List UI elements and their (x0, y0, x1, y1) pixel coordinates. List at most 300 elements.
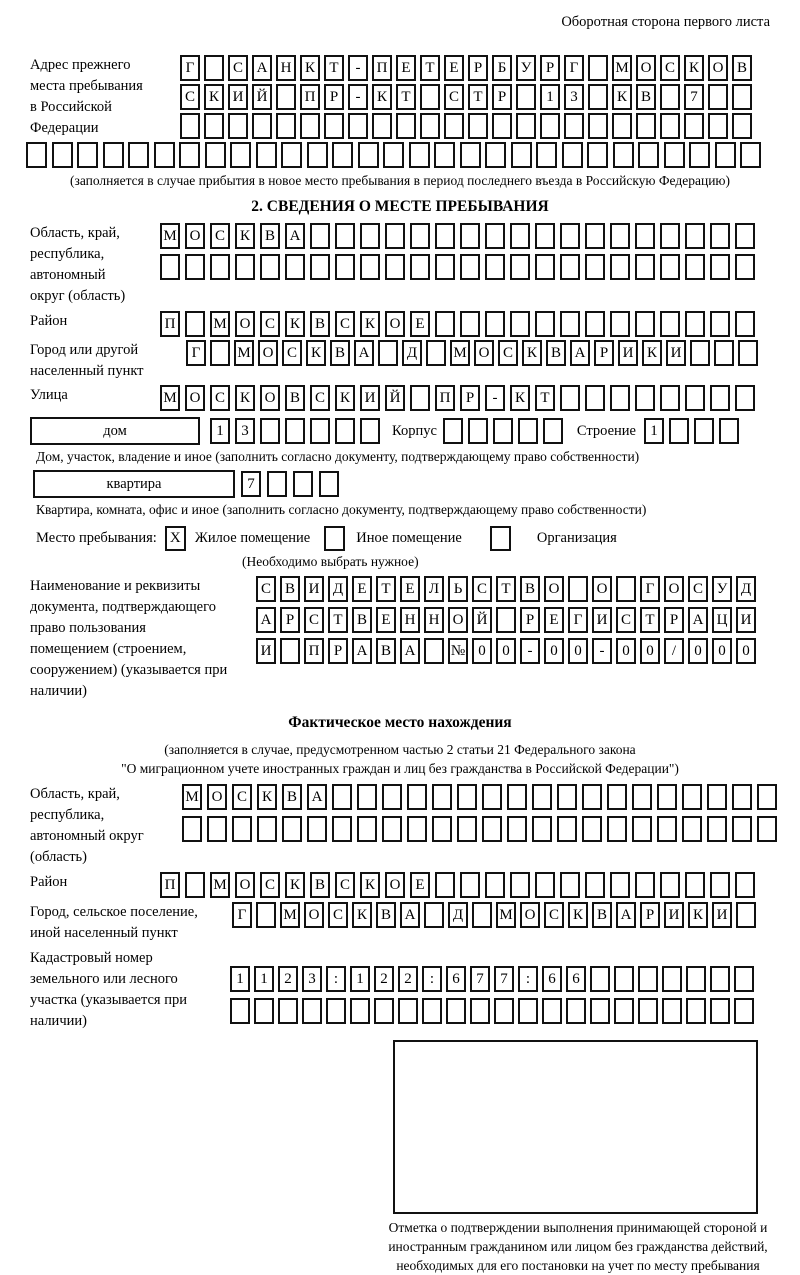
char-box[interactable]: М (210, 872, 230, 898)
char-box[interactable]: Л (424, 576, 444, 602)
char-box[interactable] (285, 254, 305, 280)
char-box[interactable]: 0 (736, 638, 756, 664)
char-box[interactable]: Р (492, 84, 512, 110)
char-box[interactable]: К (372, 84, 392, 110)
char-box[interactable]: К (568, 902, 588, 928)
char-box[interactable]: Т (396, 84, 416, 110)
char-box[interactable] (460, 872, 480, 898)
char-box[interactable]: Р (328, 638, 348, 664)
char-box[interactable]: Е (410, 311, 430, 337)
char-box[interactable] (610, 254, 630, 280)
char-box[interactable] (230, 142, 251, 168)
char-box[interactable] (460, 311, 480, 337)
char-box[interactable]: 1 (540, 84, 560, 110)
char-box[interactable] (256, 902, 276, 928)
char-box[interactable] (685, 254, 705, 280)
char-box[interactable]: Г (232, 902, 252, 928)
char-box[interactable]: О (385, 311, 405, 337)
char-box[interactable] (310, 254, 330, 280)
char-box[interactable] (732, 84, 752, 110)
char-box[interactable]: 6 (566, 966, 586, 992)
char-box[interactable] (472, 902, 492, 928)
char-box[interactable]: С (282, 340, 302, 366)
char-box[interactable]: У (516, 55, 536, 81)
char-box[interactable] (267, 471, 287, 497)
char-box[interactable] (470, 998, 490, 1024)
char-box[interactable]: И (360, 385, 380, 411)
char-box[interactable]: 7 (684, 84, 704, 110)
char-box[interactable] (657, 816, 677, 842)
apartment-empty-row[interactable] (267, 471, 339, 497)
char-box[interactable] (324, 113, 344, 139)
char-box[interactable] (507, 784, 527, 810)
prev-address-row-1[interactable] (180, 55, 752, 81)
char-box[interactable] (457, 816, 477, 842)
char-box[interactable] (276, 84, 296, 110)
char-box[interactable]: Р (460, 385, 480, 411)
char-box[interactable] (510, 311, 530, 337)
char-box[interactable]: С (335, 872, 355, 898)
char-box[interactable]: Г (640, 576, 660, 602)
char-box[interactable] (660, 311, 680, 337)
char-box[interactable] (204, 113, 224, 139)
char-box[interactable]: Р (468, 55, 488, 81)
char-box[interactable] (207, 816, 227, 842)
char-box[interactable] (443, 418, 463, 444)
char-box[interactable] (385, 223, 405, 249)
char-box[interactable]: / (664, 638, 684, 664)
char-box[interactable]: И (736, 607, 756, 633)
char-box[interactable] (707, 784, 727, 810)
char-box[interactable]: С (688, 576, 708, 602)
char-box[interactable] (460, 142, 481, 168)
char-box[interactable] (432, 816, 452, 842)
char-box[interactable] (715, 142, 736, 168)
district-row[interactable] (160, 311, 755, 337)
char-box[interactable] (482, 784, 502, 810)
char-box[interactable] (638, 998, 658, 1024)
char-box[interactable] (738, 340, 758, 366)
char-box[interactable] (710, 966, 730, 992)
char-box[interactable] (635, 223, 655, 249)
char-box[interactable] (732, 784, 752, 810)
char-box[interactable]: К (360, 872, 380, 898)
actual-region-row-1[interactable] (182, 784, 777, 810)
char-box[interactable]: Н (276, 55, 296, 81)
char-box[interactable]: А (400, 638, 420, 664)
char-box[interactable] (492, 113, 512, 139)
char-box[interactable]: Й (252, 84, 272, 110)
char-box[interactable] (444, 113, 464, 139)
char-box[interactable] (407, 784, 427, 810)
char-box[interactable] (560, 223, 580, 249)
char-box[interactable] (532, 784, 552, 810)
char-box[interactable] (557, 816, 577, 842)
char-box[interactable] (302, 998, 322, 1024)
char-box[interactable]: М (612, 55, 632, 81)
char-box[interactable]: О (664, 576, 684, 602)
prev-address-row-3[interactable] (180, 113, 752, 139)
char-box[interactable] (332, 142, 353, 168)
char-box[interactable] (485, 142, 506, 168)
char-box[interactable]: К (300, 55, 320, 81)
char-box[interactable] (420, 84, 440, 110)
char-box[interactable] (422, 998, 442, 1024)
char-box[interactable] (635, 385, 655, 411)
char-box[interactable]: О (235, 872, 255, 898)
char-box[interactable]: С (498, 340, 518, 366)
char-box[interactable]: П (435, 385, 455, 411)
char-box[interactable] (732, 816, 752, 842)
char-box[interactable]: 6 (542, 966, 562, 992)
char-box[interactable]: И (664, 902, 684, 928)
char-box[interactable] (103, 142, 124, 168)
char-box[interactable] (374, 998, 394, 1024)
char-box[interactable] (494, 998, 514, 1024)
char-box[interactable]: С (472, 576, 492, 602)
char-box[interactable] (232, 816, 252, 842)
char-box[interactable]: 1 (644, 418, 664, 444)
char-box[interactable]: А (570, 340, 590, 366)
house-number-row[interactable] (210, 418, 380, 444)
char-box[interactable]: П (300, 84, 320, 110)
char-box[interactable]: 0 (472, 638, 492, 664)
char-box[interactable] (254, 998, 274, 1024)
char-box[interactable]: М (160, 385, 180, 411)
char-box[interactable]: К (285, 311, 305, 337)
char-box[interactable] (635, 872, 655, 898)
char-box[interactable]: В (310, 872, 330, 898)
char-box[interactable]: : (326, 966, 346, 992)
char-box[interactable]: Д (448, 902, 468, 928)
char-box[interactable]: Т (535, 385, 555, 411)
char-box[interactable] (485, 872, 505, 898)
region-row-2[interactable] (160, 254, 755, 280)
char-box[interactable] (407, 816, 427, 842)
char-box[interactable]: К (522, 340, 542, 366)
other-premises-checkbox[interactable] (324, 526, 345, 551)
char-box[interactable]: 0 (640, 638, 660, 664)
char-box[interactable] (424, 902, 444, 928)
char-box[interactable]: Е (352, 576, 372, 602)
char-box[interactable]: К (688, 902, 708, 928)
char-box[interactable]: 1 (254, 966, 274, 992)
char-box[interactable]: А (285, 223, 305, 249)
char-box[interactable]: - (520, 638, 540, 664)
street-row[interactable] (160, 385, 755, 411)
char-box[interactable] (607, 784, 627, 810)
document-row-2[interactable] (256, 607, 756, 633)
char-box[interactable] (382, 784, 402, 810)
char-box[interactable]: В (280, 576, 300, 602)
char-box[interactable] (707, 816, 727, 842)
char-box[interactable] (610, 223, 630, 249)
char-box[interactable]: О (592, 576, 612, 602)
char-box[interactable] (635, 311, 655, 337)
char-box[interactable]: С (228, 55, 248, 81)
char-box[interactable] (582, 816, 602, 842)
char-box[interactable]: В (546, 340, 566, 366)
actual-region-row-2[interactable] (182, 816, 777, 842)
char-box[interactable] (616, 576, 636, 602)
char-box[interactable]: П (160, 311, 180, 337)
char-box[interactable] (457, 784, 477, 810)
char-box[interactable] (568, 576, 588, 602)
char-box[interactable]: Е (444, 55, 464, 81)
char-box[interactable] (660, 385, 680, 411)
char-box[interactable]: Т (328, 607, 348, 633)
char-box[interactable] (610, 872, 630, 898)
char-box[interactable] (632, 784, 652, 810)
char-box[interactable] (432, 784, 452, 810)
char-box[interactable] (689, 142, 710, 168)
char-box[interactable]: У (712, 576, 732, 602)
char-box[interactable]: - (592, 638, 612, 664)
char-box[interactable] (536, 142, 557, 168)
char-box[interactable] (535, 311, 555, 337)
char-box[interactable]: С (232, 784, 252, 810)
char-box[interactable]: В (592, 902, 612, 928)
char-box[interactable]: П (160, 872, 180, 898)
char-box[interactable] (185, 872, 205, 898)
char-box[interactable] (154, 142, 175, 168)
char-box[interactable] (638, 142, 659, 168)
char-box[interactable] (510, 254, 530, 280)
char-box[interactable] (326, 998, 346, 1024)
char-box[interactable] (128, 142, 149, 168)
char-box[interactable]: Ь (448, 576, 468, 602)
char-box[interactable] (638, 966, 658, 992)
char-box[interactable]: 1 (230, 966, 250, 992)
char-box[interactable] (460, 254, 480, 280)
char-box[interactable] (735, 385, 755, 411)
char-box[interactable] (660, 113, 680, 139)
char-box[interactable] (660, 84, 680, 110)
char-box[interactable] (710, 311, 730, 337)
char-box[interactable] (710, 872, 730, 898)
apartment-field[interactable]: квартира (33, 470, 235, 498)
char-box[interactable] (281, 142, 302, 168)
char-box[interactable]: Д (328, 576, 348, 602)
char-box[interactable] (535, 254, 555, 280)
char-box[interactable] (493, 418, 513, 444)
char-box[interactable] (590, 998, 610, 1024)
document-row-3[interactable] (256, 638, 756, 664)
char-box[interactable]: А (256, 607, 276, 633)
apartment-number-row[interactable] (241, 471, 261, 497)
char-box[interactable]: Е (376, 607, 396, 633)
char-box[interactable] (518, 998, 538, 1024)
char-box[interactable]: 2 (278, 966, 298, 992)
char-box[interactable] (710, 223, 730, 249)
char-box[interactable] (587, 142, 608, 168)
char-box[interactable] (590, 966, 610, 992)
char-box[interactable] (708, 113, 728, 139)
char-box[interactable]: О (544, 576, 564, 602)
char-box[interactable] (180, 113, 200, 139)
char-box[interactable]: А (352, 638, 372, 664)
char-box[interactable]: О (474, 340, 494, 366)
char-box[interactable] (635, 254, 655, 280)
char-box[interactable]: В (520, 576, 540, 602)
char-box[interactable] (735, 223, 755, 249)
char-box[interactable] (585, 223, 605, 249)
char-box[interactable] (560, 254, 580, 280)
char-box[interactable] (382, 816, 402, 842)
char-box[interactable] (682, 784, 702, 810)
char-box[interactable] (714, 340, 734, 366)
char-box[interactable]: : (422, 966, 442, 992)
char-box[interactable] (235, 254, 255, 280)
char-box[interactable]: П (372, 55, 392, 81)
char-box[interactable] (160, 254, 180, 280)
char-box[interactable] (335, 223, 355, 249)
char-box[interactable] (685, 223, 705, 249)
char-box[interactable]: О (520, 902, 540, 928)
char-box[interactable] (485, 311, 505, 337)
char-box[interactable] (732, 113, 752, 139)
char-box[interactable]: В (376, 902, 396, 928)
char-box[interactable] (332, 816, 352, 842)
char-box[interactable]: К (257, 784, 277, 810)
char-box[interactable] (260, 254, 280, 280)
char-box[interactable] (319, 471, 339, 497)
char-box[interactable] (535, 872, 555, 898)
char-box[interactable] (557, 784, 577, 810)
char-box[interactable]: Е (410, 872, 430, 898)
char-box[interactable]: Т (420, 55, 440, 81)
char-box[interactable] (360, 223, 380, 249)
char-box[interactable] (735, 311, 755, 337)
char-box[interactable]: В (310, 311, 330, 337)
char-box[interactable]: М (450, 340, 470, 366)
char-box[interactable] (278, 998, 298, 1024)
char-box[interactable] (632, 816, 652, 842)
char-box[interactable]: А (252, 55, 272, 81)
char-box[interactable] (252, 113, 272, 139)
char-box[interactable] (409, 142, 430, 168)
char-box[interactable] (560, 311, 580, 337)
char-box[interactable] (685, 311, 705, 337)
char-box[interactable] (535, 223, 555, 249)
char-box[interactable] (77, 142, 98, 168)
char-box[interactable]: С (304, 607, 324, 633)
char-box[interactable] (482, 816, 502, 842)
char-box[interactable]: В (732, 55, 752, 81)
char-box[interactable]: С (328, 902, 348, 928)
char-box[interactable]: К (306, 340, 326, 366)
char-box[interactable] (420, 113, 440, 139)
char-box[interactable]: 6 (446, 966, 466, 992)
char-box[interactable]: К (360, 311, 380, 337)
char-box[interactable]: М (210, 311, 230, 337)
char-box[interactable] (685, 385, 705, 411)
char-box[interactable]: 7 (470, 966, 490, 992)
char-box[interactable] (410, 223, 430, 249)
char-box[interactable]: К (235, 385, 255, 411)
char-box[interactable] (385, 254, 405, 280)
char-box[interactable]: О (636, 55, 656, 81)
char-box[interactable] (205, 142, 226, 168)
char-box[interactable] (358, 142, 379, 168)
char-box[interactable] (280, 638, 300, 664)
char-box[interactable]: В (636, 84, 656, 110)
char-box[interactable] (610, 311, 630, 337)
char-box[interactable]: А (307, 784, 327, 810)
char-box[interactable]: С (260, 311, 280, 337)
char-box[interactable] (307, 142, 328, 168)
char-box[interactable]: № (448, 638, 468, 664)
char-box[interactable] (182, 816, 202, 842)
char-box[interactable] (685, 872, 705, 898)
char-box[interactable]: Й (472, 607, 492, 633)
char-box[interactable]: 3 (564, 84, 584, 110)
char-box[interactable]: 1 (210, 418, 230, 444)
char-box[interactable] (740, 142, 761, 168)
char-box[interactable] (426, 340, 446, 366)
char-box[interactable]: О (185, 385, 205, 411)
char-box[interactable]: - (485, 385, 505, 411)
residential-checkbox[interactable]: X (165, 526, 186, 551)
char-box[interactable] (179, 142, 200, 168)
char-box[interactable] (460, 223, 480, 249)
char-box[interactable] (684, 113, 704, 139)
stroenie-row[interactable] (644, 418, 739, 444)
char-box[interactable] (185, 254, 205, 280)
char-box[interactable]: Т (324, 55, 344, 81)
char-box[interactable]: И (666, 340, 686, 366)
char-box[interactable]: К (352, 902, 372, 928)
char-box[interactable] (566, 998, 586, 1024)
char-box[interactable]: О (235, 311, 255, 337)
char-box[interactable]: - (348, 55, 368, 81)
char-box[interactable]: С (210, 385, 230, 411)
char-box[interactable]: 3 (302, 966, 322, 992)
char-box[interactable] (396, 113, 416, 139)
char-box[interactable]: 0 (688, 638, 708, 664)
char-box[interactable]: В (330, 340, 350, 366)
char-box[interactable] (332, 784, 352, 810)
prev-address-row-2[interactable] (180, 84, 752, 110)
char-box[interactable] (710, 385, 730, 411)
char-box[interactable]: Р (324, 84, 344, 110)
char-box[interactable]: К (612, 84, 632, 110)
actual-district-row[interactable] (160, 872, 755, 898)
char-box[interactable] (350, 998, 370, 1024)
char-box[interactable] (507, 816, 527, 842)
char-box[interactable]: В (352, 607, 372, 633)
char-box[interactable] (383, 142, 404, 168)
char-box[interactable] (564, 113, 584, 139)
char-box[interactable] (357, 816, 377, 842)
char-box[interactable] (607, 816, 627, 842)
char-box[interactable] (410, 254, 430, 280)
char-box[interactable] (282, 816, 302, 842)
char-box[interactable] (585, 385, 605, 411)
char-box[interactable]: Е (400, 576, 420, 602)
char-box[interactable]: О (260, 385, 280, 411)
char-box[interactable] (612, 113, 632, 139)
char-box[interactable] (682, 816, 702, 842)
char-box[interactable] (542, 998, 562, 1024)
char-box[interactable] (588, 84, 608, 110)
char-box[interactable] (410, 385, 430, 411)
char-box[interactable] (585, 311, 605, 337)
char-box[interactable]: С (210, 223, 230, 249)
char-box[interactable] (660, 872, 680, 898)
char-box[interactable] (210, 340, 230, 366)
house-field[interactable]: дом (30, 417, 200, 445)
